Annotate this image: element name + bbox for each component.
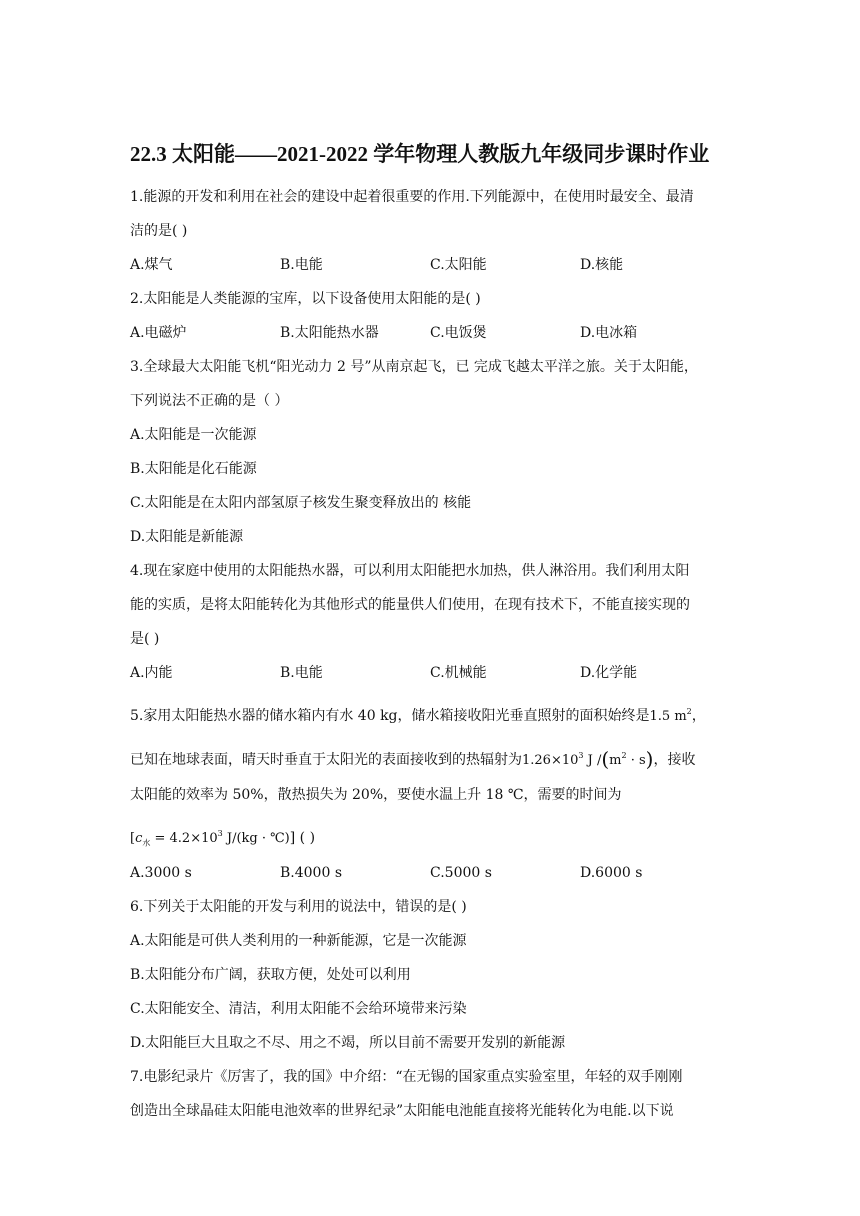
q6-option-b: B.太阳能分布广阔，获取方便，处处可以利用: [130, 967, 411, 983]
q1-option-d: D.核能: [580, 257, 624, 273]
q6-option-c: C.太阳能安全、清洁，利用太阳能不会给环境带来污染: [130, 1001, 467, 1017]
q4-option-d: D.化学能: [580, 665, 638, 681]
q1-option-a: A.煤气: [130, 257, 173, 273]
q5-option-c: C.5000 s: [430, 865, 492, 881]
q5-left-paren: (: [601, 747, 610, 771]
q5-radiation-unit-m: m: [609, 753, 622, 768]
q4-stem-line2: 能的实质，是将太阳能转化为其他形式的能量供人们使用，在现有技术下，不能直接实现的: [130, 597, 690, 613]
q5-stem-line4: [130, 812, 730, 856]
q6-option-a: A.太阳能是可供人类利用的一种新能源，它是一次能源: [130, 933, 467, 949]
q6-option-d: D.太阳能巨大且取之不尽、用之不竭，所以目前不需要开发别的新能源: [130, 1035, 566, 1051]
page-title: 22.3 太阳能——2021-2022 学年物理人教版九年级同步课时作业: [130, 142, 710, 166]
q4-option-a: A.内能: [130, 665, 173, 681]
q4-option-b: B.电能: [280, 665, 323, 681]
q2-option-c: C.电饭煲: [430, 325, 487, 341]
q5-symbol-c: c: [135, 831, 143, 846]
q5-radiation-unit-s: · s: [626, 753, 646, 768]
q4-options: [130, 656, 730, 690]
q5-radiation-number: 1.26×10: [522, 753, 579, 768]
q5-option-a: A.3000 s: [130, 865, 192, 881]
q5-line1-text: 5.家用太阳能热水器的储水箱内有水 40 kg，储水箱接收阳光垂直照射的面积始终是: [130, 708, 650, 724]
question-list: [130, 180, 730, 1128]
q7-stem-line2: 创造出全球晶硅太阳能电池效率的世界纪录”太阳能电池能直接将光能转化为电能.以下说: [130, 1103, 674, 1119]
q5-line2-tail: ，接收: [653, 752, 696, 768]
q5-specific-heat-exponent: 3: [217, 829, 223, 838]
q5-area-value: [650, 709, 692, 724]
q3-stem-line2: 下列说法不正确的是（ ）: [130, 393, 289, 409]
q5-specific-heat-number: = 4.2×10: [150, 831, 218, 846]
q1-stem-line2: 洁的是( ): [130, 223, 188, 239]
q5-area-number: 1.5 m: [649, 709, 687, 724]
q6-stem-line1: 6.下列关于太阳能的开发与利用的说法中，错误的是( ): [130, 899, 467, 915]
q5-radiation-unit-j: J /: [583, 753, 602, 768]
q5-stem-line1: [130, 690, 730, 734]
q5-line4-tail: ] ( ): [289, 830, 316, 846]
q3-option-d: D.太阳能是新能源: [130, 529, 244, 545]
q2-option-d: D.电冰箱: [580, 325, 638, 341]
q5-radiation-exponent: 3: [578, 751, 584, 760]
q2-option-a: A.电磁炉: [130, 325, 187, 341]
q5-right-paren: ): [645, 747, 654, 771]
q2-stem-line1: 2.太阳能是人类能源的宝库，以下设备使用太阳能的是( ): [130, 291, 481, 307]
q5-symbol-subscript: 水: [142, 838, 151, 848]
q5-line1-comma: ，: [691, 708, 706, 724]
q5-line2-text: 已知在地球表面，晴天时垂直于太阳光的表面接收到的热辐射为: [130, 752, 522, 768]
q5-options: [130, 856, 730, 890]
q5-stem-line3: 太阳能的效率为 50%，散热损失为 20%，要使水温上升 18 ℃，需要的时间为: [130, 787, 622, 803]
q5-specific-heat: [130, 831, 290, 846]
q5-radiation-value: [522, 747, 654, 771]
q1-stem-line1: 1.能源的开发和利用在社会的建设中起着很重要的作用.下列能源中，在使用时最安全、最清: [130, 189, 694, 205]
q5-radiation-unit-exponent: 2: [621, 751, 627, 760]
q1-options: [130, 248, 730, 282]
q5-open-bracket: [: [130, 831, 136, 846]
q1-option-b: B.电能: [280, 257, 323, 273]
q2-options: [130, 316, 730, 350]
q4-stem-line3: 是( ): [130, 631, 160, 647]
q2-option-b: B.太阳能热水器: [280, 325, 379, 341]
q5-stem-line2: [130, 734, 730, 778]
q3-option-c: C.太阳能是在太阳内部氢原子核发生聚变释放出的 核能: [130, 495, 472, 511]
q3-option-b: B.太阳能是化石能源: [130, 461, 257, 477]
q5-option-b: B.4000 s: [280, 865, 343, 881]
q7-stem-line1: 7.电影纪录片《厉害了，我的国》中介绍：“在无锡的国家重点实验室里，年轻的双手刚刚: [130, 1069, 683, 1085]
q4-stem-line1: 4.现在家庭中使用的太阳能热水器，可以利用太阳能把水加热，供人淋浴用。我们利用太阳: [130, 563, 690, 579]
q4-option-c: C.机械能: [430, 665, 487, 681]
q5-area-exponent: 2: [686, 707, 692, 716]
q3-option-a: A.太阳能是一次能源: [130, 427, 257, 443]
q5-option-d: D.6000 s: [580, 865, 643, 881]
q3-stem-line1: 3.全球最大太阳能飞机“阳光动力 2 号”从南京起飞，已 完成飞越太平洋之旅。关于太阳能，: [130, 359, 698, 375]
q1-option-c: C.太阳能: [430, 257, 487, 273]
q5-specific-heat-unit: J/(kg · ℃): [222, 831, 290, 846]
